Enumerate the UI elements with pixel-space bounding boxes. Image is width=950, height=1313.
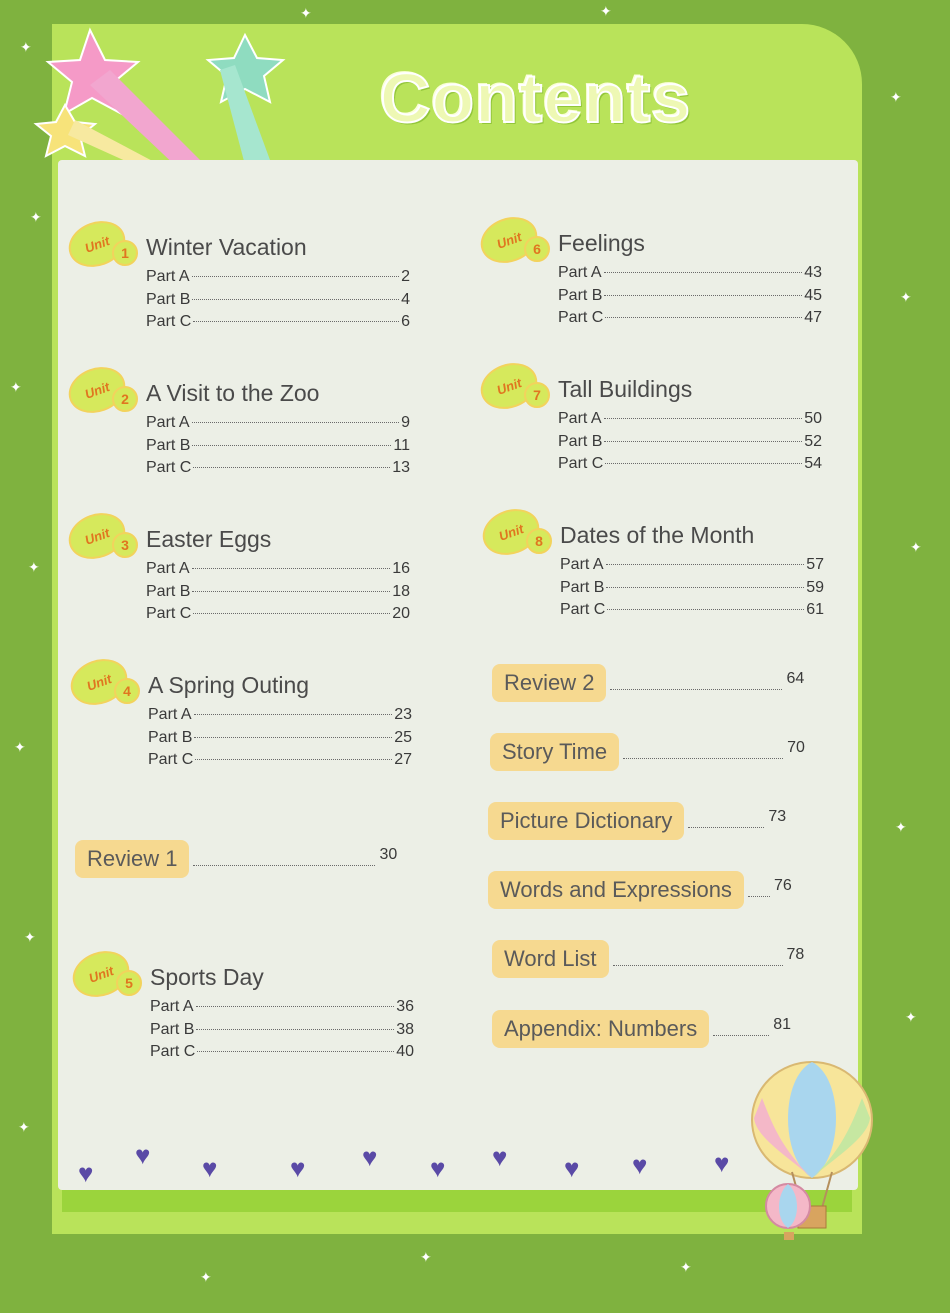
unit-number: 6 [524,236,550,262]
leader-dots [607,609,804,610]
leader-dots [192,568,391,569]
leader-dots [193,321,399,322]
star-icon: ✦ [910,539,922,555]
leader-dots [604,418,803,419]
star-icon: ✦ [420,1249,432,1265]
part-label: Part C [146,605,192,622]
section-label: Story Time [490,733,619,771]
page-number: 30 [379,846,398,863]
page-number: 6 [401,313,410,330]
page-number: 81 [773,1016,792,1033]
part-label: Part B [146,582,191,600]
leader-dots [193,467,390,468]
part-row[interactable] [146,268,410,291]
star-icon: ✦ [28,559,40,575]
star-icon: ✦ [14,739,26,755]
unit-1 [68,222,428,336]
unit-title[interactable]: Tall Buildings [558,376,693,402]
part-label: Part C [146,313,192,330]
shooting-stars-icon [30,10,300,170]
part-label: Part C [560,601,606,618]
part-label: Part A [146,560,190,577]
page-number: 47 [804,309,822,326]
leader-dots [192,276,400,277]
heart-icon: ♥ [202,1153,218,1183]
star-icon: ✦ [200,1269,212,1285]
part-label: Part A [560,556,604,573]
leader-dots [604,441,802,442]
heart-icon: ♥ [632,1150,648,1180]
unit-5 [72,952,432,1066]
part-row[interactable] [148,706,412,729]
page-number: 40 [396,1043,414,1060]
page-number: 50 [804,410,822,427]
star-icon: ✦ [890,89,902,105]
appendix-numbers-entry[interactable] [492,1010,791,1048]
part-label: Part A [558,264,602,281]
words-and-expressions-entry[interactable] [488,871,792,909]
unit-title[interactable]: Dates of the Month [560,522,755,548]
part-label: Part B [150,1020,195,1038]
page-number: 13 [392,459,410,476]
page-number: 9 [401,414,410,431]
heart-icon: ♥ [78,1158,94,1188]
unit-title[interactable]: A Visit to the Zoo [146,380,320,406]
star-icon: ✦ [900,289,912,305]
leader-dots [610,689,782,690]
unit-number: 2 [112,386,138,412]
unit-8 [482,510,842,624]
leader-dots [196,1006,395,1007]
part-label: Part A [148,706,192,723]
page-number: 18 [392,582,410,600]
part-label: Part B [146,290,191,308]
section-label: Word List [492,940,609,978]
page-number: 59 [806,578,824,596]
part-row[interactable] [558,433,822,456]
leader-dots [194,714,393,715]
star-icon: ✦ [10,379,22,395]
page-number: 78 [786,946,805,963]
part-row[interactable] [146,291,410,314]
page-number: 38 [396,1020,414,1038]
unit-2 [68,368,428,482]
leader-dots [196,1029,394,1030]
part-label: Part A [150,998,194,1015]
heart-icon: ♥ [564,1153,580,1183]
part-row[interactable] [558,287,822,310]
leader-dots [688,827,764,828]
unit-badge: Unit [62,505,132,566]
part-row[interactable] [560,579,824,602]
part-row[interactable] [558,455,822,478]
unit-badge: Unit [474,209,544,270]
page-number: 27 [394,751,412,768]
part-label: Part B [560,578,605,596]
section-label: Picture Dictionary [488,802,684,840]
leader-dots [605,317,802,318]
page-number: 23 [394,706,412,723]
bottom-strip [62,1190,852,1212]
star-icon: ✦ [600,3,612,19]
leader-dots [192,299,399,300]
part-row[interactable] [146,459,410,482]
section-label: Review 2 [492,664,606,702]
part-row[interactable] [146,560,410,583]
page-number: 2 [401,268,410,285]
unit-title[interactable]: A Spring Outing [148,672,310,698]
part-row[interactable] [146,313,410,336]
part-label: Part B [558,432,603,450]
part-label: Part B [146,436,191,454]
star-icon: ✦ [20,39,32,55]
star-icon: ✦ [300,5,312,21]
word-list-entry[interactable] [492,940,804,978]
part-label: Part A [558,410,602,427]
section-label: Appendix: Numbers [492,1010,709,1048]
page-number: 54 [804,455,822,472]
unit-7 [480,364,840,478]
unit-badge: Unit [62,359,132,420]
unit-number: 3 [112,532,138,558]
part-row[interactable] [150,1021,414,1044]
leader-dots [713,1035,769,1036]
page-number: 52 [804,432,822,450]
leader-dots [605,463,802,464]
page-number: 45 [804,286,822,304]
review-1-entry[interactable] [75,840,397,878]
unit-number: 5 [116,970,142,996]
page-number: 57 [806,556,824,573]
unit-4 [70,660,430,774]
heart-icon: ♥ [362,1142,378,1172]
part-row[interactable] [146,414,410,437]
leader-dots [606,564,805,565]
unit-badge: Unit [62,213,132,274]
page-number: 43 [804,264,822,281]
part-label: Part C [150,1043,196,1060]
page-number: 36 [396,998,414,1015]
unit-number: 8 [526,528,552,554]
story-time-entry[interactable] [490,733,805,771]
part-row[interactable] [558,264,822,287]
page-number: 20 [392,605,410,622]
unit-title[interactable]: Easter Eggs [146,526,272,552]
leader-dots [606,587,804,588]
page-number: 4 [401,290,410,308]
unit-number: 7 [524,382,550,408]
star-icon: ✦ [30,209,42,225]
part-row[interactable] [558,309,822,332]
leader-dots [193,865,375,866]
page-number: 25 [394,728,412,746]
page-number: 16 [392,560,410,577]
part-row[interactable] [148,751,412,774]
heart-icon: ♥ [492,1142,508,1172]
leader-dots [623,758,783,759]
heart-icon: ♥ [290,1153,306,1183]
unit-number: 1 [112,240,138,266]
page-number: 76 [773,877,792,894]
part-label: Part C [148,751,194,768]
part-row[interactable] [560,601,824,624]
part-row[interactable] [146,437,410,460]
page-number: 73 [768,808,787,825]
part-label: Part C [558,455,604,472]
star-icon: ✦ [905,1009,917,1025]
part-row[interactable] [146,583,410,606]
part-label: Part A [146,268,190,285]
unit-title[interactable]: Winter Vacation [146,234,307,260]
unit-3 [68,514,428,628]
part-row[interactable] [148,729,412,752]
leader-dots [192,422,400,423]
leader-dots [613,965,783,966]
leader-dots [194,737,392,738]
page-number: 61 [806,601,824,618]
leader-dots [195,759,392,760]
heart-icon: ♥ [430,1153,446,1183]
star-icon: ✦ [680,1259,692,1275]
unit-title[interactable]: Feelings [558,230,645,256]
leader-dots [192,445,391,446]
leader-dots [604,272,803,273]
unit-title[interactable]: Sports Day [150,964,264,990]
page-number: 70 [787,739,805,756]
part-label: Part C [558,309,604,326]
star-icon: ✦ [24,929,36,945]
unit-badge: Unit [476,501,546,562]
small-balloon-icon [758,1180,828,1250]
part-label: Part B [558,286,603,304]
heart-icon: ♥ [135,1140,151,1170]
picture-dictionary-entry[interactable] [488,802,786,840]
leader-dots [748,896,770,897]
part-label: Part B [148,728,193,746]
part-row[interactable] [146,605,410,628]
section-label: Words and Expressions [488,871,744,909]
star-icon: ✦ [18,1119,30,1135]
unit-number: 4 [114,678,140,704]
page-title: Contents [380,59,692,137]
page-number: 64 [786,670,805,687]
star-icon: ✦ [895,819,907,835]
heart-icon: ♥ [714,1148,730,1178]
leader-dots [604,295,802,296]
part-row[interactable] [560,556,824,579]
unit-6 [480,218,840,332]
leader-dots [197,1051,394,1052]
section-label: Review 1 [75,840,189,878]
page-number: 11 [393,436,410,454]
leader-dots [193,613,390,614]
unit-badge: Unit [66,943,136,1004]
part-label: Part C [146,459,192,476]
part-row[interactable] [558,410,822,433]
unit-badge: Unit [64,651,134,712]
leader-dots [192,591,390,592]
review-2-entry[interactable] [492,664,804,702]
unit-badge: Unit [474,355,544,416]
part-row[interactable] [150,998,414,1021]
part-row[interactable] [150,1043,414,1066]
part-label: Part A [146,414,190,431]
